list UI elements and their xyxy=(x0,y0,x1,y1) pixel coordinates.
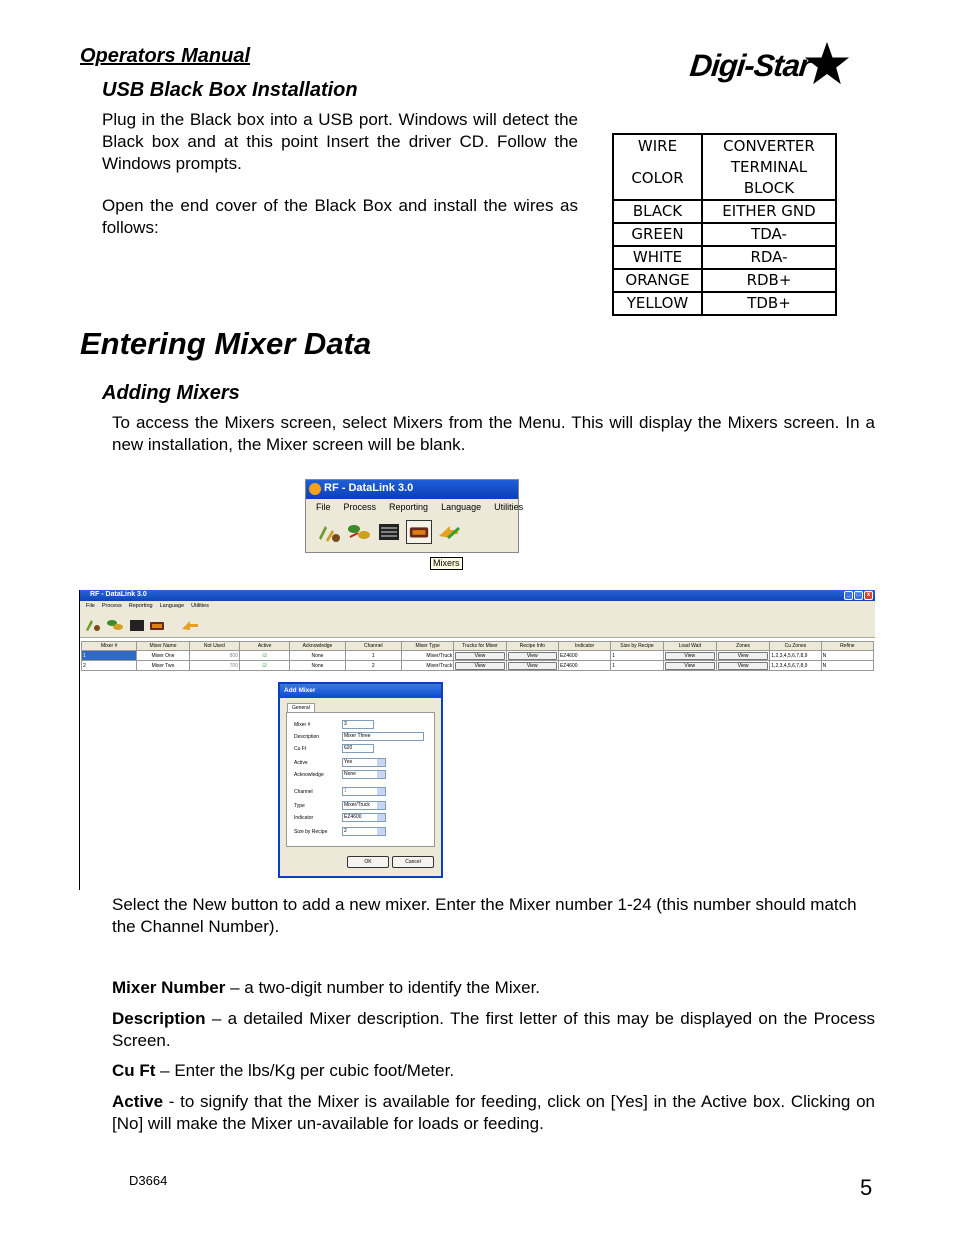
col-active[interactable]: Active xyxy=(239,642,289,651)
toolbar-screenshot xyxy=(305,479,524,553)
field-label: Description xyxy=(294,734,320,740)
definition-text: - to signify that the Mixer is available for feeding, click on [Yes] in the Active box. Clicking on [No] will make the Mixer un-available for loads or feeding. xyxy=(112,1092,875,1133)
cell[interactable]: EZ4600 xyxy=(558,651,610,661)
menu-process[interactable]: Process xyxy=(101,603,122,609)
field-label: Mixer # xyxy=(294,722,311,728)
terminal: TDB+ xyxy=(702,292,836,315)
wire-color: GREEN xyxy=(613,223,702,246)
chevron-down-icon[interactable] xyxy=(377,814,385,821)
usb-paragraph-1: Plug in the Black box into a USB port. Windows will detect the Black box and at this point Insert the driver CD. Follow the Windows prompts. xyxy=(102,110,578,173)
size-by-recipe-select[interactable] xyxy=(342,827,386,836)
cell[interactable]: 1,2,3,4,5,6,7,8,9 xyxy=(770,661,821,671)
cell[interactable]: 1,2,3,4,5,6,7,8,9 xyxy=(770,651,821,661)
definition-text: – Enter the lbs/Kg per cubic foot/Meter. xyxy=(155,1061,455,1080)
chevron-down-icon[interactable] xyxy=(377,771,385,778)
wire-table-header-row-1 xyxy=(613,134,836,157)
close-icon[interactable]: x xyxy=(864,591,873,600)
chevron-down-icon[interactable] xyxy=(377,759,385,766)
terminal: RDB+ xyxy=(702,269,836,292)
wire-table-header-row-2 xyxy=(613,157,836,200)
window-titlebar xyxy=(306,480,518,499)
field-label: Active xyxy=(294,760,308,766)
col-indicator[interactable]: Indicator xyxy=(558,642,610,651)
chevron-down-icon[interactable] xyxy=(377,828,385,835)
definition-cu-ft xyxy=(112,1060,875,1082)
definition-term: Description xyxy=(112,1009,206,1028)
usb-paragraph-2: Open the end cover of the Black Box and install the wires as follows: xyxy=(102,196,578,237)
table-row xyxy=(613,223,836,246)
view-button-cell xyxy=(506,661,558,671)
col-load-wait[interactable]: Load Wait xyxy=(663,642,716,651)
field-label: Channel xyxy=(294,789,313,795)
mixers-icon[interactable] xyxy=(406,520,432,544)
menu-utilities[interactable]: Utilities xyxy=(494,502,524,512)
view-button[interactable]: View xyxy=(718,662,768,670)
cell[interactable]: 1 xyxy=(82,651,137,661)
minimize-icon[interactable]: _ xyxy=(844,591,853,600)
view-button[interactable]: View xyxy=(508,662,557,670)
table-row xyxy=(613,200,836,223)
app-logo-icon xyxy=(309,483,321,495)
cell[interactable]: N xyxy=(821,651,873,661)
general-pane xyxy=(286,712,435,847)
view-button[interactable]: View xyxy=(455,662,504,670)
usb-heading: USB Black Box Installation xyxy=(102,79,358,101)
color-header: COLOR xyxy=(613,157,702,200)
description-field[interactable]: Mixer Three xyxy=(342,732,424,741)
definition-mixer-number xyxy=(112,977,875,999)
cu-ft-field[interactable]: 620 xyxy=(342,744,374,753)
chevron-down-icon[interactable] xyxy=(377,802,385,809)
col-recipe-info[interactable]: Recipe Info xyxy=(506,642,558,651)
view-button-cell xyxy=(506,651,558,661)
star-icon xyxy=(804,40,850,86)
definition-term: Active xyxy=(112,1092,164,1111)
cell[interactable]: Mixer One xyxy=(137,651,189,661)
cell[interactable]: 800 xyxy=(189,651,239,661)
intro-paragraph: To access the Mixers screen, select Mixers from the Menu. This will display the Mixers screen. In a new installation, the Mixer screen will be blank. xyxy=(112,413,875,454)
channel-select-value: 1 xyxy=(344,788,347,794)
table-row xyxy=(613,246,836,269)
col-mixer-name[interactable]: Mixer Name xyxy=(137,642,189,651)
view-button-cell xyxy=(663,661,716,671)
cell[interactable]: None xyxy=(290,651,345,661)
manual-title: Operators Manual xyxy=(80,45,251,67)
section-heading: Entering Mixer Data xyxy=(80,326,372,361)
mixers-table xyxy=(81,641,874,671)
converter-header: CONVERTER xyxy=(702,134,836,157)
cell[interactable]: 1 xyxy=(611,651,663,661)
cell[interactable]: None xyxy=(290,661,345,671)
menu-reporting[interactable]: Reporting xyxy=(128,603,153,609)
active-select[interactable] xyxy=(342,758,386,767)
cell[interactable]: Mixer/Truck xyxy=(401,661,453,671)
channel-select[interactable] xyxy=(342,787,386,796)
cancel-button[interactable]: Cancel xyxy=(392,856,434,868)
col-mixer-num[interactable]: Mixer # xyxy=(82,642,137,651)
view-button[interactable]: View xyxy=(665,652,715,660)
subsection-heading: Adding Mixers xyxy=(102,382,240,404)
definition-term: Mixer Number xyxy=(112,978,226,997)
checkbox[interactable]: ☑ xyxy=(239,651,289,661)
cell[interactable]: 2 xyxy=(345,661,401,671)
definition-text: – a detailed Mixer description. The first letter of this may be displayed on the Process Screen. xyxy=(112,1009,875,1050)
size-by-recipe-select-value: 2 xyxy=(344,828,347,834)
definition-active xyxy=(112,1091,875,1135)
view-button-cell xyxy=(716,661,769,671)
table-row xyxy=(82,661,874,671)
page-number: 5 xyxy=(860,1175,873,1200)
cell[interactable]: 1 xyxy=(611,661,663,671)
cell[interactable]: 2 xyxy=(82,661,137,671)
view-button-cell xyxy=(454,661,506,671)
wire-color: YELLOW xyxy=(613,292,702,315)
definition-term: Cu Ft xyxy=(112,1061,156,1080)
field-label: Type xyxy=(294,803,305,809)
col-mixer-type[interactable]: Mixer Type xyxy=(401,642,453,651)
field-label: Indicator xyxy=(294,815,314,821)
col-trucks[interactable]: Trucks for Mixer xyxy=(454,642,506,651)
terminal: EITHER GND xyxy=(702,200,836,223)
logo-text: Digi-Star xyxy=(688,48,813,83)
maximize-icon[interactable]: □ xyxy=(854,591,863,600)
indicator-select[interactable] xyxy=(342,813,386,822)
view-button[interactable]: View xyxy=(665,662,715,670)
mixers-tooltip: Mixers xyxy=(430,557,463,570)
ok-button[interactable]: OK xyxy=(347,856,389,868)
cell[interactable]: 700 xyxy=(189,661,239,671)
menu-process[interactable]: Process xyxy=(343,502,377,512)
menu-utilities[interactable]: Utilities xyxy=(191,603,209,609)
window-title: RF - DataLink 3.0 xyxy=(90,591,147,598)
col-cu-zones[interactable]: Cu Zones xyxy=(770,642,821,651)
mixers-screenshot xyxy=(79,590,875,890)
toolbar-icons xyxy=(312,520,462,544)
view-button-cell xyxy=(663,651,716,661)
definition-text: – a two-digit number to identify the Mixer. xyxy=(225,978,541,997)
window-titlebar xyxy=(80,590,875,601)
cell[interactable]: N xyxy=(821,661,873,671)
terminal: TDA- xyxy=(702,223,836,246)
table-row xyxy=(613,292,836,315)
table-row xyxy=(613,269,836,292)
cell[interactable]: Mixer/Truck xyxy=(401,651,453,661)
field-label: Size by Recipe xyxy=(294,829,328,835)
process-icon[interactable] xyxy=(346,520,372,544)
cell[interactable]: 1 xyxy=(345,651,401,661)
view-button[interactable]: View xyxy=(508,652,557,660)
feed-icon[interactable] xyxy=(316,520,342,544)
active-select-value: Yes xyxy=(344,759,353,765)
instructions-paragraph: Select the New button to add a new mixer. Enter the Mixer number 1-24 (this number should match the Channel Number). xyxy=(112,895,857,936)
col-size-by-recipe[interactable]: Size by Recipe xyxy=(611,642,663,651)
menu-language[interactable]: Language xyxy=(441,502,482,512)
cell[interactable]: Mixer Two xyxy=(137,661,189,671)
tab-general[interactable]: General xyxy=(287,703,315,712)
checkbox[interactable]: ☑ xyxy=(239,661,289,671)
terminal-block-header: TERMINAL BLOCK xyxy=(702,157,836,200)
terminal: RDA- xyxy=(702,246,836,269)
table-header-row xyxy=(82,642,874,651)
col-channel[interactable]: Channel xyxy=(345,642,401,651)
definition-description xyxy=(112,1008,875,1052)
menu-reporting[interactable]: Reporting xyxy=(389,502,429,512)
col-acknowledge[interactable]: Acknowledge xyxy=(290,642,345,651)
field-label: Acknowledge xyxy=(294,772,324,778)
digi-star-logo xyxy=(690,40,855,90)
view-button[interactable]: View xyxy=(455,652,504,660)
menu-bar xyxy=(80,601,875,612)
reporting-icon[interactable] xyxy=(376,520,402,544)
menu-language[interactable]: Language xyxy=(159,603,185,609)
wire-color: ORANGE xyxy=(613,269,702,292)
wire-color: BLACK xyxy=(613,200,702,223)
type-select-value: Mixer/Truck xyxy=(344,802,370,808)
toolbar-icons[interactable] xyxy=(84,617,204,633)
menu-file[interactable]: File xyxy=(316,502,331,512)
acknowledge-select[interactable] xyxy=(342,770,386,779)
wire-table xyxy=(612,133,837,316)
field-label: Cu Ft xyxy=(294,746,307,752)
view-button-cell xyxy=(716,651,769,661)
col-not-used[interactable]: Not Used xyxy=(189,642,239,651)
wire-header: WIRE xyxy=(613,134,702,157)
window-title: RF - DataLink 3.0 xyxy=(324,482,414,494)
chevron-down-icon[interactable] xyxy=(377,788,385,795)
wire-color: WHITE xyxy=(613,246,702,269)
cell[interactable]: EZ4600 xyxy=(558,661,610,671)
mixer-number-field[interactable]: 3 xyxy=(342,720,374,729)
table-row xyxy=(82,651,874,661)
view-button[interactable]: View xyxy=(718,652,768,660)
type-select[interactable] xyxy=(342,801,386,810)
menu-file[interactable]: File xyxy=(86,603,95,609)
acknowledge-select-value: None xyxy=(344,771,356,777)
dialog-title: Add Mixer xyxy=(280,684,441,698)
document-id: D3664 xyxy=(129,1173,168,1188)
add-mixer-dialog xyxy=(278,682,443,878)
menu-bar xyxy=(306,499,524,516)
transfer-arrows-icon[interactable] xyxy=(436,520,462,544)
toolbar xyxy=(80,612,875,638)
col-zones[interactable]: Zones xyxy=(716,642,769,651)
indicator-select-value: EZ4600 xyxy=(344,814,362,820)
col-refine[interactable]: Refine xyxy=(821,642,873,651)
view-button-cell xyxy=(454,651,506,661)
